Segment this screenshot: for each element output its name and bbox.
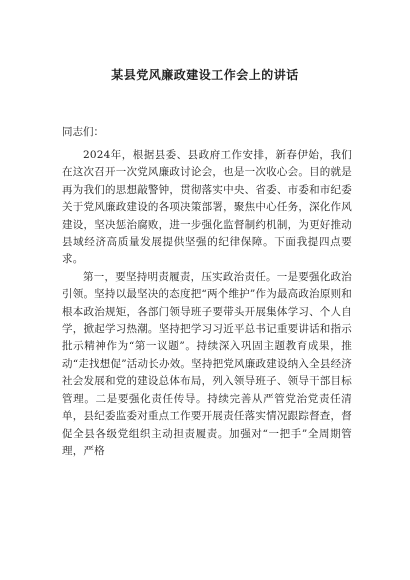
document-title: 某县党风廉政建设工作会上的讲话: [111, 68, 299, 82]
salutation: 同志们：: [62, 126, 104, 138]
paragraph-first-point: 第一，要坚持明责履责，压实政治责任。一是要强化政治引领。坚持以最坚决的态度把“两个维护”作为最高政治原则和根本政治规矩，各部门领导班子要带头开展集体学习、个人自学，掀起学习热潮。坚持把学习习近平总书记重要讲话和指示批示精神作为“第一议题”。持续深入巩固主题教育成果，推动“走找想促”活动长办效。坚持把党风廉政建设纳入全县经济社会发展和党的建设总体布局，列入领导班子、领导干部目标管理。二是要强化责任传导。持续完善从严管党治党责任清单，县纪委监委对重点工作要开展责任落实情况跟踪督查，督促全县各级党组织主动担责履责。加强对“一把手”全周期管理，严格: [62, 270, 352, 457]
paragraph-intro: 2024年，根据县委、县政府工作安排，新春伊始，我们在这次召开一次党风廉政讨论会，也是一次收心会。目的就是再为我们的思想敲警钟，贯彻落实中央、省委、市委和市纪委关于党风廉政建设的各项决策部署，聚焦中心任务，深化作风建设，坚决惩治腐败，进一步强化监督制约机制，为更好推动县域经济高质量发展提供坚强的纪律保障。下面我提四点要求。: [62, 149, 352, 266]
document-body: [62, 124, 352, 460]
